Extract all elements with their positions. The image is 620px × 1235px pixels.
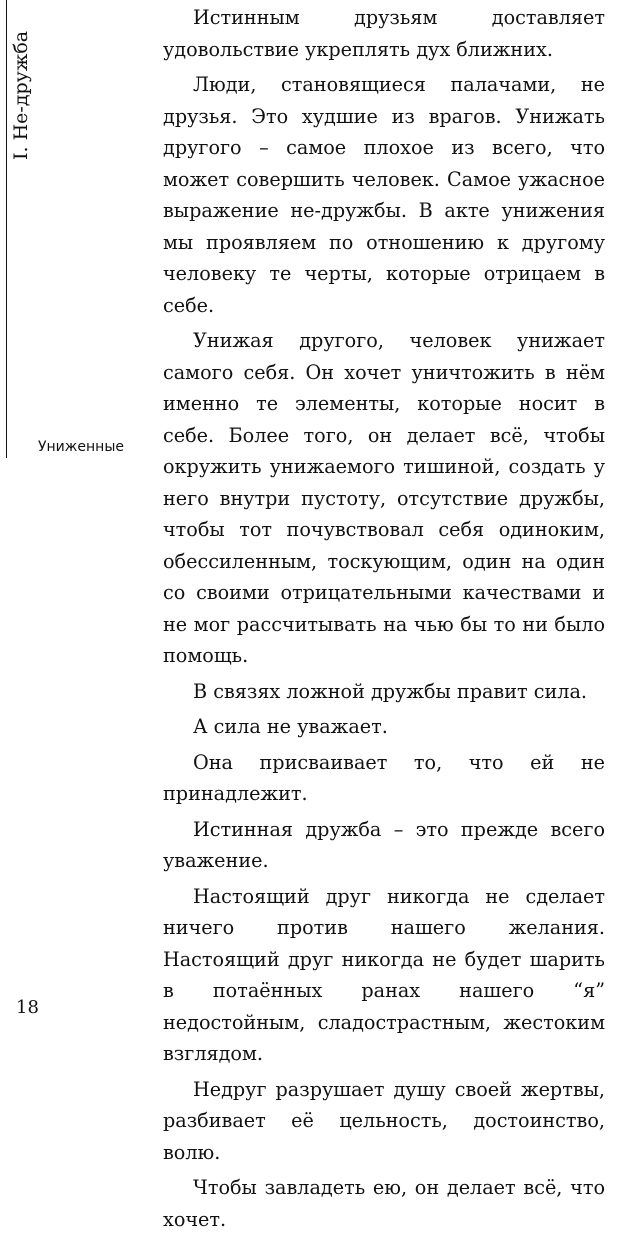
paragraph: Унижая другого, человек унижает самого себя. Он хочет уничтожить в нём именно те элементы, которые носит в себе. Более того, он делает всё, чтобы окружить унижаемого тишиной, создать у него внутри пустоту, отсутствие дружбы, чтобы тот почувствовал себя одиноким, обессиленным, тоскующим, один на один со своими отрицательными качествами и не мог рассчитывать на чью бы то ни было помощь. bbox=[163, 329, 605, 667]
paragraph: Настоящий друг никогда не сделает ничего против нашего желания. Настоящий друг никогда не будет шарить в потаённых ранах нашего “я” недостойным, сладострастным, жестоким взглядом. bbox=[163, 884, 605, 1065]
margin-note: Униженные bbox=[38, 439, 124, 455]
paragraph: Люди, становящиеся палачами, не друзья. Это худшие из врагов. Унижать другого – самое плохое из всего, что может совершить человек. Самое ужасное выражение не-дружбы. В акте унижения мы проявляем по отношению к другому человеку те черты, которые отрицаем в себе. bbox=[163, 73, 605, 317]
running-head: I. Не-дружба bbox=[10, 30, 32, 160]
paragraph: Чтобы завладеть ею, он делает всё, что хочет. bbox=[163, 1176, 605, 1231]
paragraph: Она присваивает то, что ей не принадлежит. bbox=[163, 750, 605, 805]
paragraph: Недруг разрушает душу своей жертвы, разбивает её цельность, достоинство, волю. bbox=[163, 1077, 605, 1164]
page-number: 18 bbox=[16, 997, 39, 1018]
paragraph: Истинным друзьям доставляет удовольствие укреплять дух ближних. bbox=[163, 6, 605, 61]
body-text bbox=[163, 2, 605, 1235]
paragraph: Истинная дружба – это прежде всего уважение. bbox=[163, 817, 605, 872]
paragraph: А сила не уважает. bbox=[193, 715, 388, 738]
paragraph: В связях ложной дружбы правит сила. bbox=[193, 679, 587, 703]
